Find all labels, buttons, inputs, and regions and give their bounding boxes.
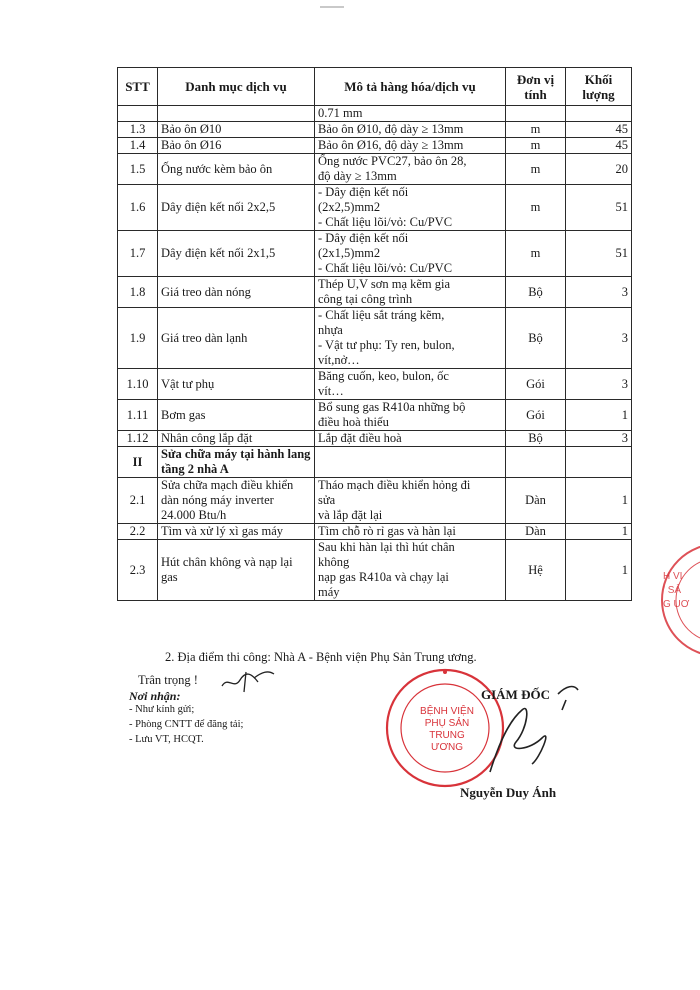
recipients-title: Nơi nhận: <box>129 689 181 703</box>
cell-service: Ống nước kèm bảo ôn <box>158 154 315 185</box>
cell-service: Dây điện kết nối 2x2,5 <box>158 185 315 231</box>
cell-description: - Dây điện kết nối (2x1,5)mm2 - Chất liệu lõi/vỏ: Cu/PVC <box>315 231 506 277</box>
cell-stt: 1.3 <box>118 122 158 138</box>
table-row <box>118 277 632 308</box>
table-row <box>118 138 632 154</box>
cell-unit <box>506 106 566 122</box>
signatory-title: GIÁM ĐỐC <box>481 687 550 702</box>
cell-quantity: 3 <box>566 431 632 447</box>
cell-quantity <box>566 447 632 478</box>
table-row <box>118 369 632 400</box>
table-row <box>118 431 632 447</box>
edge-stamp-line: ' SẢ <box>663 585 682 596</box>
cell-stt: 1.12 <box>118 431 158 447</box>
cell-quantity: 3 <box>566 369 632 400</box>
cell-service: Vật tư phụ <box>158 369 315 400</box>
cell-service: Tìm và xử lý xì gas máy <box>158 524 315 540</box>
cell-quantity: 1 <box>566 524 632 540</box>
table-body <box>118 106 632 601</box>
header-quantity: Khối lượng <box>566 68 632 106</box>
table-row <box>118 185 632 231</box>
edge-stamp-line: G UƠ <box>663 599 690 610</box>
table-row <box>118 400 632 431</box>
cell-description: Tháo mạch điều khiển hỏng đi sửa và lắp đặt lại <box>315 478 506 524</box>
table-row <box>118 524 632 540</box>
header-unit: Đơn vị tính <box>506 68 566 106</box>
cell-service: Nhân công lắp đặt <box>158 431 315 447</box>
cell-unit: Bộ <box>506 308 566 369</box>
cell-stt: 1.7 <box>118 231 158 277</box>
cell-description: Tìm chỗ rò rỉ gas và hàn lại <box>315 524 506 540</box>
cell-description: - Chất liệu sắt tráng kẽm, nhựa - Vật tư phụ: Ty ren, bulon, vít,nở… <box>315 308 506 369</box>
cell-stt: 1.8 <box>118 277 158 308</box>
cell-quantity: 20 <box>566 154 632 185</box>
header-service: Danh mục dịch vụ <box>158 68 315 106</box>
cell-stt <box>118 106 158 122</box>
table-row <box>118 540 632 601</box>
cell-quantity: 1 <box>566 400 632 431</box>
cell-quantity: 1 <box>566 478 632 524</box>
table-header-row <box>118 68 632 106</box>
cell-quantity: 1 <box>566 540 632 601</box>
cell-unit: m <box>506 122 566 138</box>
stamp-line: BỆNH VIỆN <box>420 706 474 717</box>
cell-unit: m <box>506 231 566 277</box>
cell-unit <box>506 447 566 478</box>
edge-stamp-text <box>663 570 689 612</box>
cell-quantity: 3 <box>566 308 632 369</box>
cell-unit: Hệ <box>506 540 566 601</box>
cell-description: 0.71 mm <box>315 106 506 122</box>
cell-unit: Bộ <box>506 431 566 447</box>
stamp-line: TRUNG ƯƠNG <box>429 730 465 753</box>
cell-description: Lắp đặt điều hoà <box>315 431 506 447</box>
cell-stt: 1.6 <box>118 185 158 231</box>
cell-stt: 1.9 <box>118 308 158 369</box>
cell-stt: 2.3 <box>118 540 158 601</box>
cell-description: Bổ sung gas R410a những bộ điều hoà thiếu <box>315 400 506 431</box>
cell-unit: Dàn <box>506 478 566 524</box>
cell-description: Băng cuốn, keo, bulon, ốc vít… <box>315 369 506 400</box>
cell-quantity: 3 <box>566 277 632 308</box>
header-stt: STT <box>118 68 158 106</box>
cell-quantity: 51 <box>566 231 632 277</box>
cell-unit: Gói <box>506 369 566 400</box>
cell-quantity: 51 <box>566 185 632 231</box>
table-row <box>118 106 632 122</box>
cell-unit: Gói <box>506 400 566 431</box>
cell-stt: 2.2 <box>118 524 158 540</box>
table-row <box>118 122 632 138</box>
cell-unit: Bộ <box>506 277 566 308</box>
cell-description: Bảo ôn Ø10, độ dày ≥ 13mm <box>315 122 506 138</box>
table-row <box>118 308 632 369</box>
cell-stt: 1.10 <box>118 369 158 400</box>
table-row <box>118 231 632 277</box>
director-signature <box>470 680 590 780</box>
initial-signature <box>218 668 278 696</box>
cell-unit: m <box>506 185 566 231</box>
cell-unit: m <box>506 154 566 185</box>
cell-unit: Dàn <box>506 524 566 540</box>
cell-service: Giá treo dàn nóng <box>158 277 315 308</box>
cell-service: Giá treo dàn lạnh <box>158 308 315 369</box>
table-row <box>118 154 632 185</box>
cell-service: Bảo ôn Ø16 <box>158 138 315 154</box>
cell-quantity: 45 <box>566 138 632 154</box>
closing: Trân trọng ! <box>138 673 198 687</box>
location-note: 2. Địa điểm thi công: Nhà A - Bệnh viện Phụ Sản Trung ương. <box>165 650 477 664</box>
cell-service: Bảo ôn Ø10 <box>158 122 315 138</box>
cell-description: Sau khi hàn lại thì hút chân không nạp gas R410a và chạy lại máy <box>315 540 506 601</box>
cell-stt: 1.4 <box>118 138 158 154</box>
cell-quantity <box>566 106 632 122</box>
cell-description: - Dây điện kết nối (2x2,5)mm2 - Chất liệu lõi/vỏ: Cu/PVC <box>315 185 506 231</box>
cell-stt: 2.1 <box>118 478 158 524</box>
signatory-name: Nguyễn Duy Ánh <box>460 785 557 800</box>
header-description: Mô tả hàng hóa/dịch vụ <box>315 68 506 106</box>
cell-service: Dây điện kết nối 2x1,5 <box>158 231 315 277</box>
table-row <box>118 447 632 478</box>
recipient-item: - Phòng CNTT để đăng tải; <box>129 719 244 730</box>
cell-service: Bơm gas <box>158 400 315 431</box>
cell-description <box>315 447 506 478</box>
table-row <box>118 478 632 524</box>
cell-unit: m <box>506 138 566 154</box>
cell-description: Thép U,V sơn mạ kẽm gia công tại công trình <box>315 277 506 308</box>
edge-stamp-line: H VI <box>663 571 683 582</box>
services-table <box>117 67 632 601</box>
stamp-line: PHỤ SẢN <box>424 718 470 729</box>
recipient-item: - Như kính gửi; <box>129 704 195 715</box>
cell-quantity: 45 <box>566 122 632 138</box>
cell-service: Hút chân không và nạp lại gas <box>158 540 315 601</box>
cell-stt: II <box>118 447 158 478</box>
scan-mark <box>320 6 344 8</box>
cell-description: Ống nước PVC27, bảo ôn 28, độ dày ≥ 13mm <box>315 154 506 185</box>
cell-stt: 1.11 <box>118 400 158 431</box>
cell-service: Sửa chữa máy tại hành lang tầng 2 nhà A <box>158 447 315 478</box>
cell-service <box>158 106 315 122</box>
cell-description: Bảo ôn Ø16, độ dày ≥ 13mm <box>315 138 506 154</box>
recipient-item: - Lưu VT, HCQT. <box>129 734 204 745</box>
cell-service: Sửa chữa mạch điều khiển dàn nóng máy inverter 24.000 Btu/h <box>158 478 315 524</box>
cell-stt: 1.5 <box>118 154 158 185</box>
